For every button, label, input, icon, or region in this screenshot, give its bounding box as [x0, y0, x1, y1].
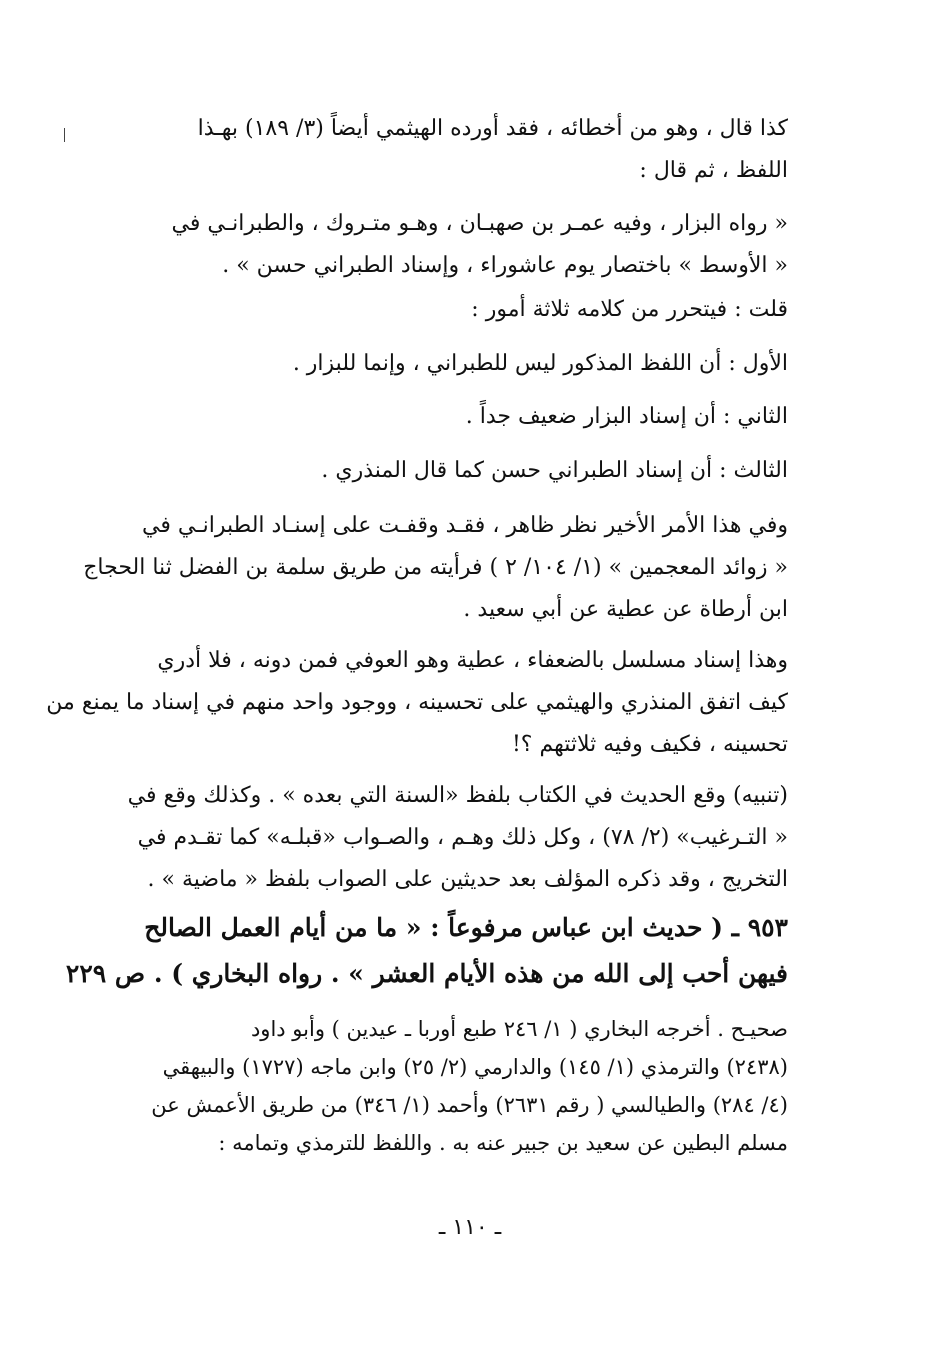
paragraph-takhrij	[108, 1010, 788, 1162]
margin-mark	[64, 128, 65, 142]
text-line: وفي هذا الأمر الأخير نظر ظاهر ، فقـد وقفـت على إسنـاد الطبرانـي في	[142, 513, 788, 538]
text-line: وهذا إسناد مسلسل بالضعفاء ، عطية وهو العوفي فمن دونه ، فلا أدري	[157, 648, 788, 673]
paragraph-isnad	[46, 640, 788, 766]
paragraph-note	[108, 775, 788, 901]
line-third-point: الثالث : أن إسناد الطبراني حسن كما قال المنذري .	[321, 458, 788, 483]
paragraph-quote	[108, 203, 788, 287]
text-line: (٢٤٣٨) والترمذي (١/ ١٤٥) والدارمي (٢/ ٢٥) وابن ماجه (١٧٢٧) والبيهقي	[162, 1055, 788, 1079]
heading-line: ٩٥٣ ـ ( حديث ابن عباس مرفوعاً : « ما من أيام العمل الصالح	[144, 913, 788, 942]
text-line: (تنبيه) وقع الحديث في الكتاب بلفظ «السنة التي بعده » . وكذلك وقع في	[127, 783, 788, 808]
text-line: التخريج ، وقد ذكره المؤلف بعد حديثين على الصواب بلفظ « ماضية » .	[147, 867, 788, 892]
text-line: ابن أرطاة عن عطية عن أبي سعيد .	[463, 597, 788, 622]
heading-line: فيهن أحب إلى الله من هذه الأيام العشر » . رواه البخاري ) . ص ٢٢٩	[65, 959, 788, 988]
paragraph-intro	[108, 108, 788, 192]
line-second-point: الثاني : أن إسناد البزار ضعيف جداً .	[465, 404, 788, 429]
text-line: « رواه البزار ، وفيه عمـر بن صهبـان ، وهـو متـروك ، والطبرانـي في	[171, 211, 788, 236]
text-line: تحسينه ، فكيف وفيه ثلاثتهم ؟!	[511, 732, 788, 757]
page-number: ـ ١١٠ ـ	[438, 1215, 502, 1240]
line-qult: قلت : فيتحرر من كلامه ثلاثة أمور :	[471, 297, 788, 322]
text-line: مسلم البطين عن سعيد بن جبير عنه به . واللفظ للترمذي وتمامه :	[218, 1131, 788, 1155]
text-line: صحيـح . أخرجه البخاري ( ١/ ٢٤٦ طبع أوربا ـ عيدين ) وأبو داود	[250, 1017, 788, 1041]
text-line: « التـرغيب» (٢/ ٧٨) ، وكل ذلك وهـم ، والصـواب «قبلـه» كما تقـدم في	[137, 825, 788, 850]
text-line: « الأوسط » باختصار يوم عاشوراء ، وإسناد الطبراني حسن » .	[222, 253, 788, 278]
text-line: كيف اتفق المنذري والهيثمي على تحسينه ، ووجود واحد منهم في إسناد ما يمنع من	[46, 690, 788, 715]
hadith-heading	[65, 905, 788, 997]
text-line: كذا قال ، وهو من أخطائه ، فقد أورده الهيثمي أيضاً (٣/ ١٨٩) بهـذا	[197, 116, 788, 141]
text-line: « زوائد المعجمين » (١/ ١٠٤/ ٢ ) فرأيته من طريق سلمة بن الفضل ثنا الحجاج	[83, 555, 788, 580]
text-line: (٤/ ٢٨٤) والطيالسي ( رقم ٢٦٣١) وأحمد (١/ ٣٤٦) من طريق الأعمش عن	[151, 1093, 788, 1117]
line-first-point: الأول : أن اللفظ المذكور ليس للطبراني ، وإنما للبزار .	[292, 351, 788, 376]
text-line: اللفظ ، ثم قال :	[639, 158, 788, 183]
paragraph-critique	[83, 505, 788, 631]
